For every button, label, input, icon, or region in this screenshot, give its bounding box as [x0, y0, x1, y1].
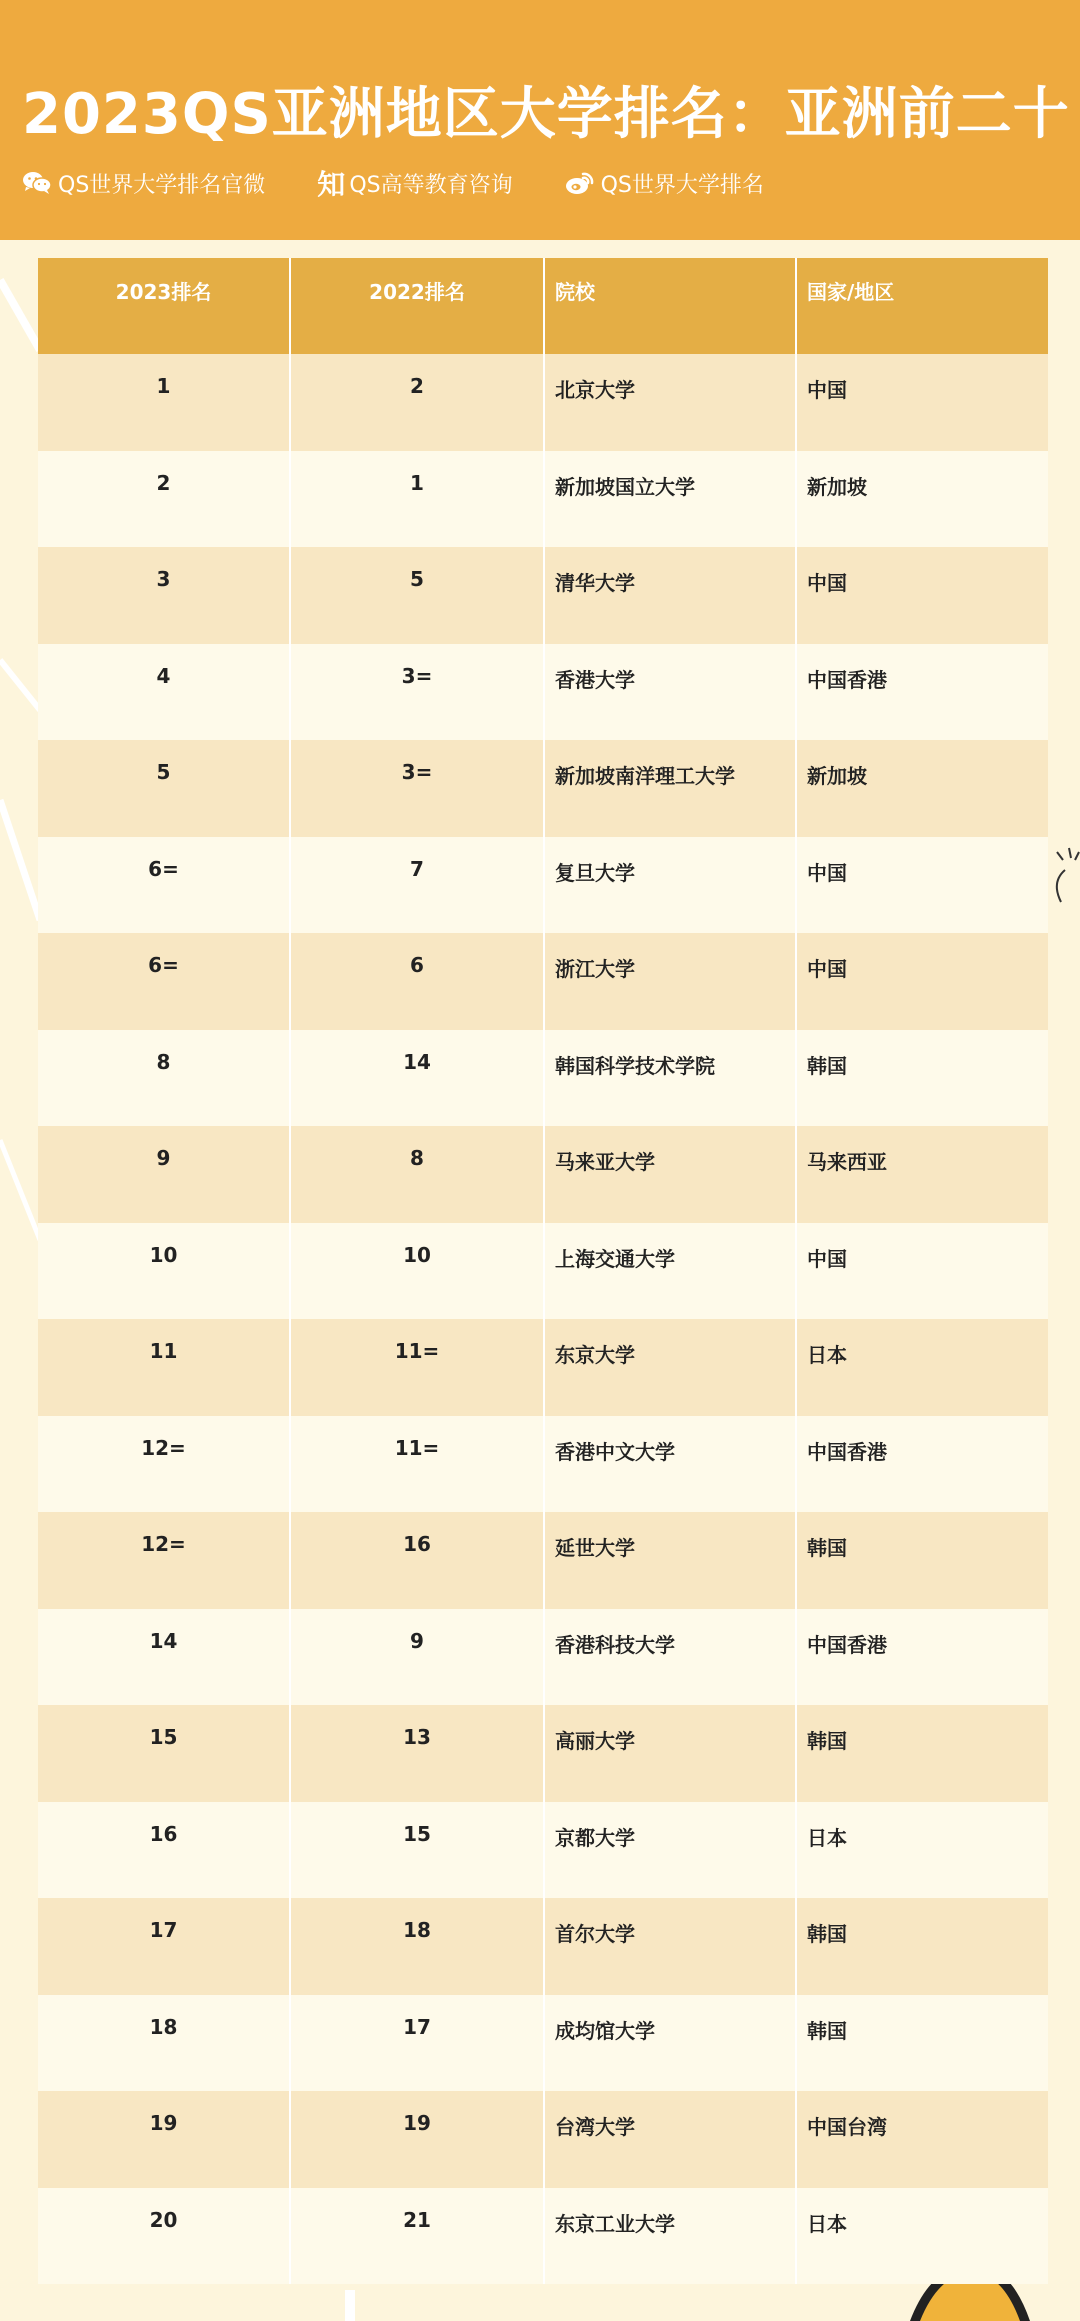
table-row	[38, 1223, 1048, 1320]
rank-2022-cell: 2	[290, 354, 544, 451]
rank-2023-cell: 5	[38, 740, 290, 837]
university-cell: 香港中文大学	[544, 1416, 796, 1513]
rank-2023-cell: 4	[38, 644, 290, 741]
rank-2022-cell: 10	[290, 1223, 544, 1320]
country-cell: 韩国	[807, 2018, 847, 2043]
table-row	[38, 837, 1048, 934]
table-row	[38, 644, 1048, 741]
rank-2023-cell: 12=	[38, 1416, 290, 1513]
rank-2023-cell: 20	[38, 2188, 290, 2285]
rank-2023-cell: 6=	[38, 837, 290, 934]
rank-2023-cell: 3	[38, 547, 290, 644]
university-cell: 延世大学	[544, 1512, 796, 1609]
country-cell: 新加坡	[807, 474, 867, 499]
country-cell: 新加坡	[807, 764, 867, 788]
wechat-icon	[22, 170, 52, 196]
table-row	[38, 1995, 1048, 2092]
university-cell: 上海交通大学	[544, 1223, 796, 1320]
ranking-table	[38, 258, 1048, 2284]
social-label: QS高等教育咨询	[349, 172, 513, 198]
decorative-streaks	[0, 240, 40, 1340]
university-cell: 台湾大学	[544, 2091, 796, 2188]
country-cell: 日本	[807, 2211, 847, 2236]
table-row	[38, 2091, 1048, 2188]
social-wechat[interactable]	[22, 168, 265, 199]
country-cell: 马来西亚	[807, 1150, 887, 1174]
university-cell: 香港大学	[544, 644, 796, 741]
table-row	[38, 1609, 1048, 1706]
rank-2023-cell: 14	[38, 1609, 290, 1706]
country-cell: 韩国	[807, 1729, 847, 1753]
table-header-row	[38, 258, 1048, 354]
rank-2022-cell: 7	[290, 837, 544, 934]
country-cell: 中国	[807, 1246, 847, 1271]
university-cell: 高丽大学	[544, 1705, 796, 1802]
decorative-stripe	[345, 2290, 355, 2321]
social-zhihu[interactable]	[317, 163, 512, 203]
column-header-2023-rank: 2023排名	[38, 258, 290, 354]
rank-2023-cell: 17	[38, 1898, 290, 1995]
table-row	[38, 1126, 1048, 1223]
rank-2022-cell: 3=	[290, 740, 544, 837]
country-cell: 韩国	[807, 1922, 847, 1946]
social-label: QS世界大学排名官微	[58, 172, 266, 198]
social-accounts	[22, 166, 816, 200]
university-cell: 成均馆大学	[544, 1995, 796, 2092]
university-cell: 清华大学	[544, 547, 796, 644]
rank-2022-cell: 18	[290, 1898, 544, 1995]
country-cell: 中国	[807, 957, 847, 981]
university-cell: 首尔大学	[544, 1898, 796, 1995]
rank-2023-cell: 11	[38, 1319, 290, 1416]
rank-2023-cell: 1	[38, 354, 290, 451]
rank-2022-cell: 19	[290, 2091, 544, 2188]
university-cell: 香港科技大学	[544, 1609, 796, 1706]
table-row	[38, 547, 1048, 644]
rank-2023-cell: 6=	[38, 933, 290, 1030]
rank-2023-cell: 9	[38, 1126, 290, 1223]
rank-2022-cell: 11=	[290, 1416, 544, 1513]
rank-2022-cell: 3=	[290, 644, 544, 741]
table-row	[38, 1802, 1048, 1899]
university-cell: 复旦大学	[544, 837, 796, 934]
rank-2022-cell: 11=	[290, 1319, 544, 1416]
university-cell: 东京大学	[544, 1319, 796, 1416]
social-weibo[interactable]	[565, 168, 764, 199]
rank-2022-cell: 5	[290, 547, 544, 644]
header-banner	[0, 0, 1080, 240]
country-cell: 韩国	[807, 1053, 847, 1078]
page-title: 2023QS亚洲地区大学排名：亚洲前二十	[22, 82, 1070, 147]
rank-2023-cell: 16	[38, 1802, 290, 1899]
university-cell: 新加坡南洋理工大学	[544, 740, 796, 837]
table-row	[38, 740, 1048, 837]
rank-2022-cell: 15	[290, 1802, 544, 1899]
table-row	[38, 1319, 1048, 1416]
zhihu-icon: 知	[317, 168, 346, 201]
rank-2023-cell: 12=	[38, 1512, 290, 1609]
university-cell: 新加坡国立大学	[544, 451, 796, 548]
column-header-university: 院校	[544, 258, 796, 354]
column-header-country: 国家/地区	[796, 258, 1048, 354]
country-cell: 中国	[807, 378, 847, 402]
rank-2023-cell: 18	[38, 1995, 290, 2092]
rank-2022-cell: 1	[290, 451, 544, 548]
rank-2022-cell: 8	[290, 1126, 544, 1223]
table-body	[38, 354, 1048, 2284]
university-cell: 北京大学	[544, 354, 796, 451]
country-cell: 中国	[807, 571, 847, 595]
rank-2023-cell: 10	[38, 1223, 290, 1320]
country-cell: 中国香港	[807, 667, 887, 692]
rank-2022-cell: 16	[290, 1512, 544, 1609]
table-row	[38, 1512, 1048, 1609]
table-row	[38, 2188, 1048, 2285]
country-cell: 韩国	[807, 1536, 847, 1560]
table-row	[38, 354, 1048, 451]
rank-2023-cell: 8	[38, 1030, 290, 1127]
rank-2022-cell: 6	[290, 933, 544, 1030]
weibo-icon	[565, 170, 595, 196]
rank-2023-cell: 2	[38, 451, 290, 548]
table-row	[38, 451, 1048, 548]
university-cell: 浙江大学	[544, 933, 796, 1030]
rank-2022-cell: 17	[290, 1995, 544, 2092]
university-cell: 韩国科学技术学院	[544, 1030, 796, 1127]
country-cell: 中国	[807, 860, 847, 885]
column-header-2022-rank: 2022排名	[290, 258, 544, 354]
university-cell: 东京工业大学	[544, 2188, 796, 2285]
table-row	[38, 933, 1048, 1030]
rank-2023-cell: 15	[38, 1705, 290, 1802]
rank-2022-cell: 14	[290, 1030, 544, 1127]
university-cell: 马来亚大学	[544, 1126, 796, 1223]
country-cell: 中国香港	[807, 1439, 887, 1464]
rank-2022-cell: 9	[290, 1609, 544, 1706]
country-cell: 日本	[807, 1343, 847, 1367]
table-row	[38, 1898, 1048, 1995]
country-cell: 日本	[807, 1825, 847, 1850]
rank-2022-cell: 21	[290, 2188, 544, 2285]
table-row	[38, 1705, 1048, 1802]
rank-2022-cell: 13	[290, 1705, 544, 1802]
table-row	[38, 1416, 1048, 1513]
social-label: QS世界大学排名	[600, 172, 764, 198]
table-row	[38, 1030, 1048, 1127]
country-cell: 中国香港	[807, 1632, 887, 1657]
country-cell: 中国台湾	[807, 2115, 887, 2139]
rank-2023-cell: 19	[38, 2091, 290, 2188]
doodle-icon	[1045, 830, 1080, 910]
university-cell: 京都大学	[544, 1802, 796, 1899]
